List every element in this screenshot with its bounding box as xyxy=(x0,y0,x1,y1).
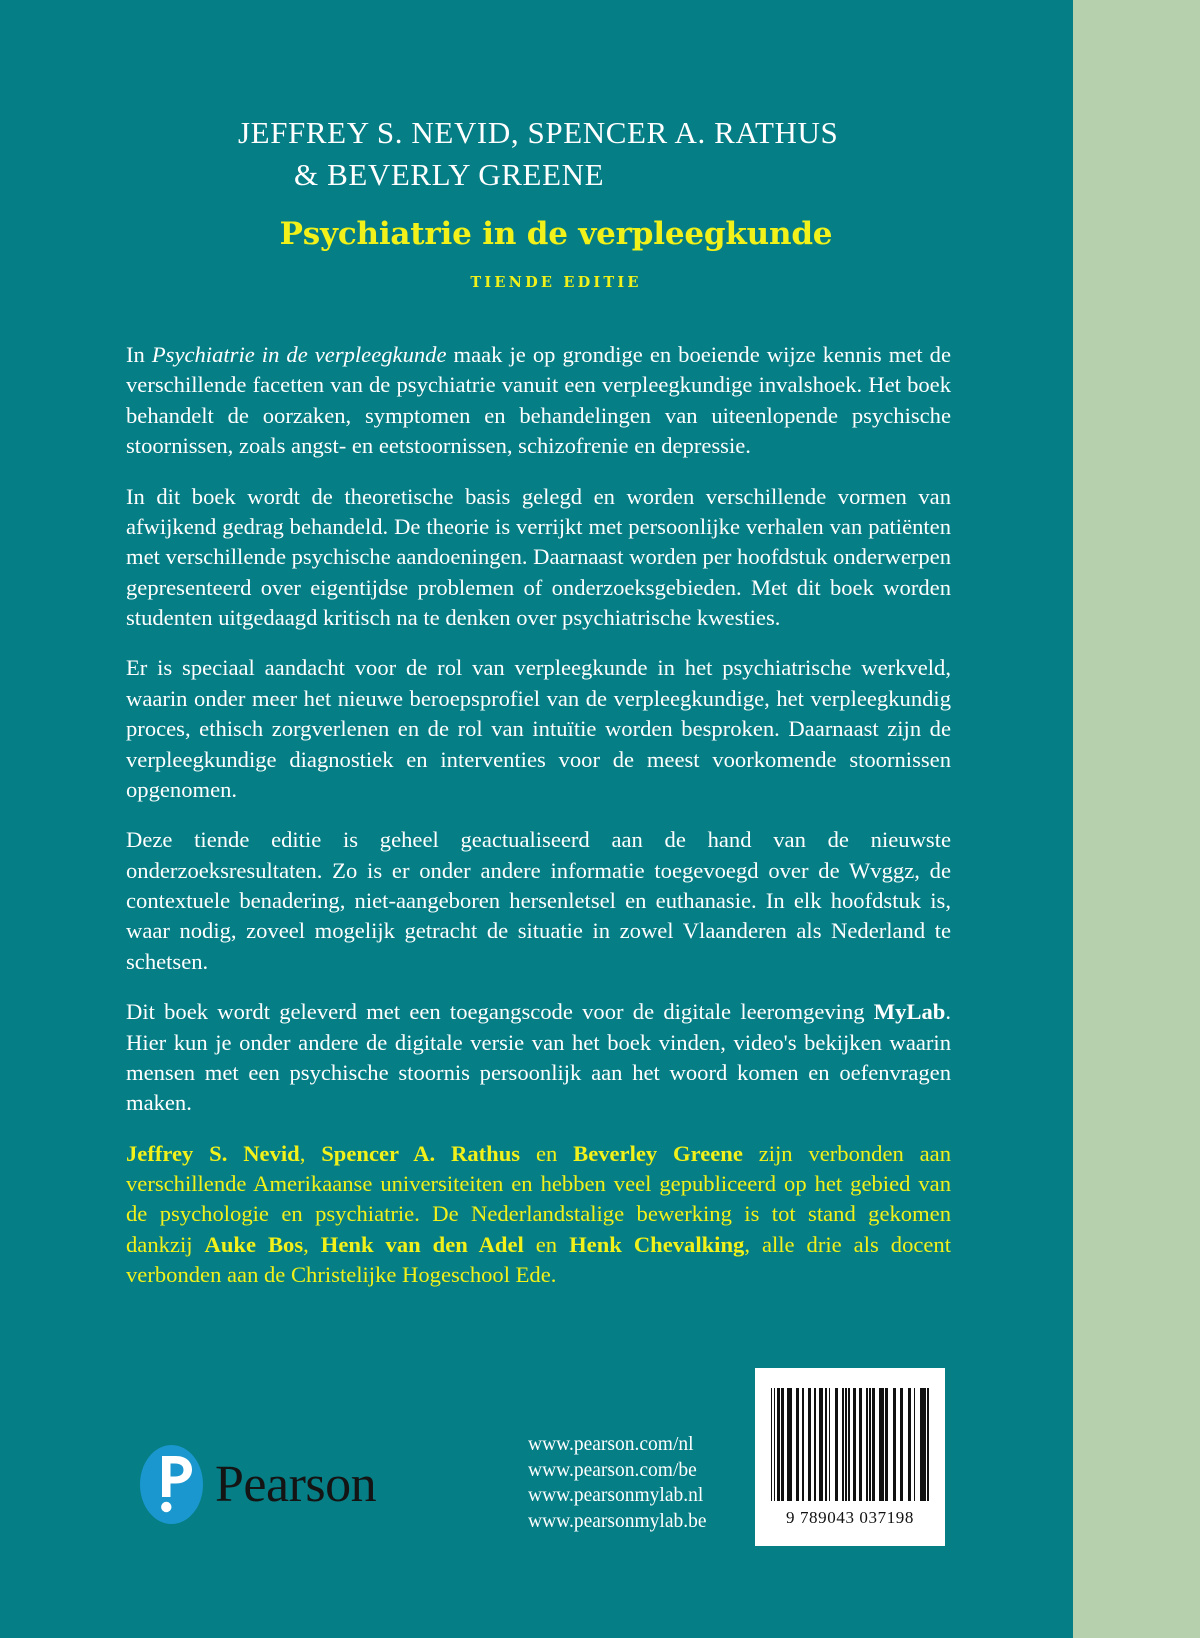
isbn-barcode-panel xyxy=(755,1368,945,1546)
pearson-logo xyxy=(140,1445,376,1524)
publisher-urls xyxy=(528,1432,707,1535)
pearson-interrobang-icon xyxy=(140,1445,203,1524)
cover-footer xyxy=(0,1360,1073,1570)
bio-editor-2: Henk van den Adel xyxy=(320,1231,524,1257)
blurb-paragraph-2: In dit boek wordt de theoretische basis gelegd en worden verschillende vormen van afwijkend gedrag behandeld. De theorie is verrijkt met persoonlijke verhalen van patiënten met verschillende psychische aandoeningen. Daarnaast worden per hoofdstuk onderwerpen gepresenteerd over eigentijdse problemen of onderzoeksgebieden. Met dit boek worden studenten uitgedaagd kritisch na te denken over psychiatrische kwesties. xyxy=(126,483,952,630)
bio-sep-4: en xyxy=(523,1231,570,1257)
p5-text-a: Dit boek wordt geleverd met een toegangscode voor de digitale leeromgeving xyxy=(126,999,874,1025)
mylab-label: MyLab xyxy=(873,999,946,1025)
authors-line-1: JEFFREY S. NEVID, SPENCER A. RATHUS xyxy=(238,115,839,150)
bio-sep-2: en xyxy=(520,1140,574,1166)
p1-title-italic: Psychiatrie in de verpleegkunde xyxy=(151,342,447,367)
bio-end-text: , alle drie als docent verbonden aan de Christelijke Hogeschool Ede. xyxy=(126,1231,951,1288)
pearson-p-glyph xyxy=(140,1445,203,1524)
bio-sep-3: , xyxy=(303,1231,321,1257)
blurb-paragraph-1 xyxy=(126,340,951,462)
authors-line-2: & BEVERLY GREENE xyxy=(294,156,605,192)
bio-editor-1: Auke Bos xyxy=(204,1231,304,1257)
p1-text-a: In xyxy=(126,342,152,367)
back-cover-blurb xyxy=(126,340,951,1291)
cover-header xyxy=(126,112,986,291)
side-color-band xyxy=(1073,0,1200,1638)
p5-text-b: . Hier kun je onder andere de digitale versie van het boek vinden, video's bekijken waarin mensen met een psychische stoornis persoonlijk aan het woord komen en oefenvragen maken. xyxy=(126,999,951,1116)
bio-sep-1: , xyxy=(299,1140,322,1166)
pearson-wordmark: Pearson xyxy=(215,1456,377,1513)
bio-editor-3: Henk Chevalking xyxy=(569,1231,745,1257)
authors-heading xyxy=(126,112,986,196)
url-pearson-nl[interactable]: www.pearson.com/nl xyxy=(528,1434,694,1455)
bio-author-3: Beverley Greene xyxy=(573,1140,743,1166)
book-title: Psychiatrie in de verpleegkunde xyxy=(279,215,833,252)
bio-author-1: Jeffrey S. Nevid xyxy=(126,1140,300,1166)
url-pearsonmylab-nl[interactable]: www.pearsonmylab.nl xyxy=(528,1485,704,1507)
bio-author-2: Spencer A. Rathus xyxy=(321,1140,521,1166)
blurb-paragraph-4: Deze tiende editie is geheel geactualiseerd aan de hand van de nieuwste onderzoeksresultaten. Zo is er onder andere informatie toegevoegd over de Wvggz, de contextuele benadering, niet-aangeboren hersenletsel en euthanasie. In elk hoofdstuk is, waar nodig, zoveel mogelijk getracht de situatie in zowel Vlaanderen als Nederland te schetsen. xyxy=(126,827,951,974)
url-pearson-be[interactable]: www.pearson.com/be xyxy=(528,1459,697,1481)
bio-middle-text: zijn verbonden aan verschillende Amerikaanse universiteiten en hebben veel gepubliceerd op het gebied van de psychologie en psychiatrie. De Nederlandstalige bewerking is tot stand gekomen dankzij xyxy=(126,1140,952,1257)
blurb-paragraph-5 xyxy=(126,997,951,1119)
author-bio-paragraph xyxy=(126,1139,951,1291)
url-pearsonmylab-be[interactable]: www.pearsonmylab.be xyxy=(528,1511,707,1533)
barcode-bars xyxy=(771,1388,929,1501)
edition-label: TIENDE EDITIE xyxy=(470,273,642,291)
blurb-paragraph-3: Er is speciaal aandacht voor de rol van verpleegkunde in het psychiatrische werkveld, waarin onder meer het nieuwe beroepsprofiel van de verpleegkundige, het verpleegkundig proces, ethisch zorgverlenen en de rol van intuïtie worden besproken. Daarnaast zijn de verpleegkundige diagnostiek en interventies voor de meest voorkomende stoornissen opgenomen. xyxy=(126,655,951,802)
p1-text-b: maak je op grondige en boeiende wijze kennis met de verschillende facetten van de psychiatrie vanuit een verpleegkundige invalshoek. Het boek behandelt de oorzaken, symptomen en behandelingen van uiteenlopende psychische stoornissen, zoals angst- en eetstoornissen, schizofrenie en depressie. xyxy=(126,342,951,459)
isbn-number: 9 789043 037198 xyxy=(786,1508,914,1527)
